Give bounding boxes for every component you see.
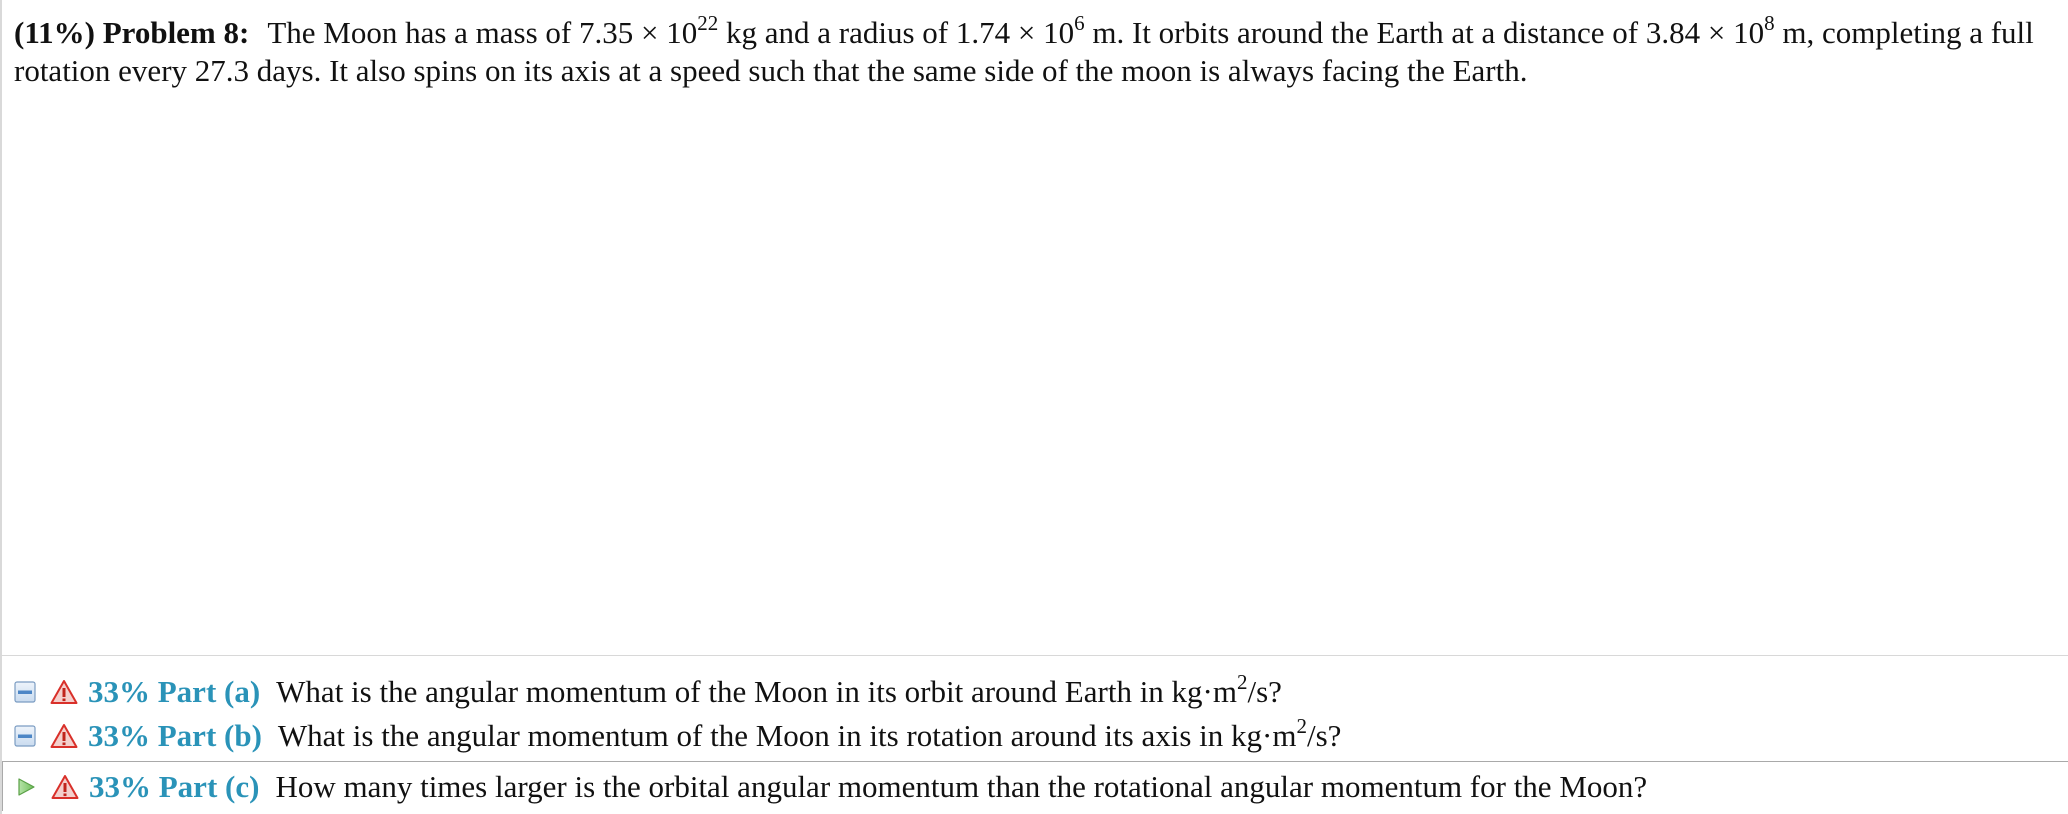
minus-box-icon[interactable]: [14, 725, 36, 747]
problem-exponent-3: 8: [1764, 10, 1775, 35]
problem-exponent-1: 22: [697, 10, 719, 35]
warning-icon: [50, 723, 78, 749]
warning-icon: [51, 774, 79, 800]
play-arrow-icon[interactable]: [15, 776, 37, 798]
part-a-question-unit: /s?: [1247, 674, 1282, 709]
problem-statement: [14, 10, 2054, 90]
part-a-question-exponent: 2: [1237, 669, 1248, 694]
problem-text-2: kg and a radius of 1.74 × 10: [718, 15, 1075, 50]
problem-label: Problem 8:: [102, 15, 250, 50]
problem-weight: (11%): [14, 15, 95, 50]
part-c-row[interactable]: [2, 761, 2068, 811]
part-b-question-exponent: 2: [1296, 713, 1307, 738]
warning-icon: [50, 679, 78, 705]
part-c-label[interactable]: 33% Part (c): [89, 768, 260, 804]
part-b-label[interactable]: 33% Part (b): [88, 718, 262, 753]
problem-text-4: m, completing a full rotation every 27.3 days. It also spins on its axis at a speed such that the same side of the moon is always facing the Earth.: [14, 15, 2034, 88]
part-a-question-text: What is the angular momentum of the Moon in its orbit around Earth in kg·m: [276, 674, 1237, 709]
part-a-question: [276, 669, 1282, 710]
part-a-row[interactable]: [0, 670, 2068, 714]
part-b-row[interactable]: [0, 714, 2068, 758]
part-a-label[interactable]: 33% Part (a): [88, 674, 261, 709]
part-b-question: [277, 713, 1342, 754]
problem-text-1: The Moon has a mass of 7.35 × 10: [267, 15, 698, 50]
problem-exponent-2: 6: [1074, 10, 1085, 35]
problem-text-3: m. It orbits around the Earth at a distance of 3.84 × 10: [1084, 15, 1765, 50]
part-b-question-text: What is the angular momentum of the Moon in its rotation around its axis in kg·m: [277, 718, 1297, 753]
part-b-question-unit: /s?: [1306, 718, 1342, 753]
section-divider: [0, 655, 2068, 656]
minus-box-icon[interactable]: [14, 681, 36, 703]
part-c-question: How many times larger is the orbital angular momentum than the rotational angular momentum for the Moon?: [275, 768, 1648, 804]
